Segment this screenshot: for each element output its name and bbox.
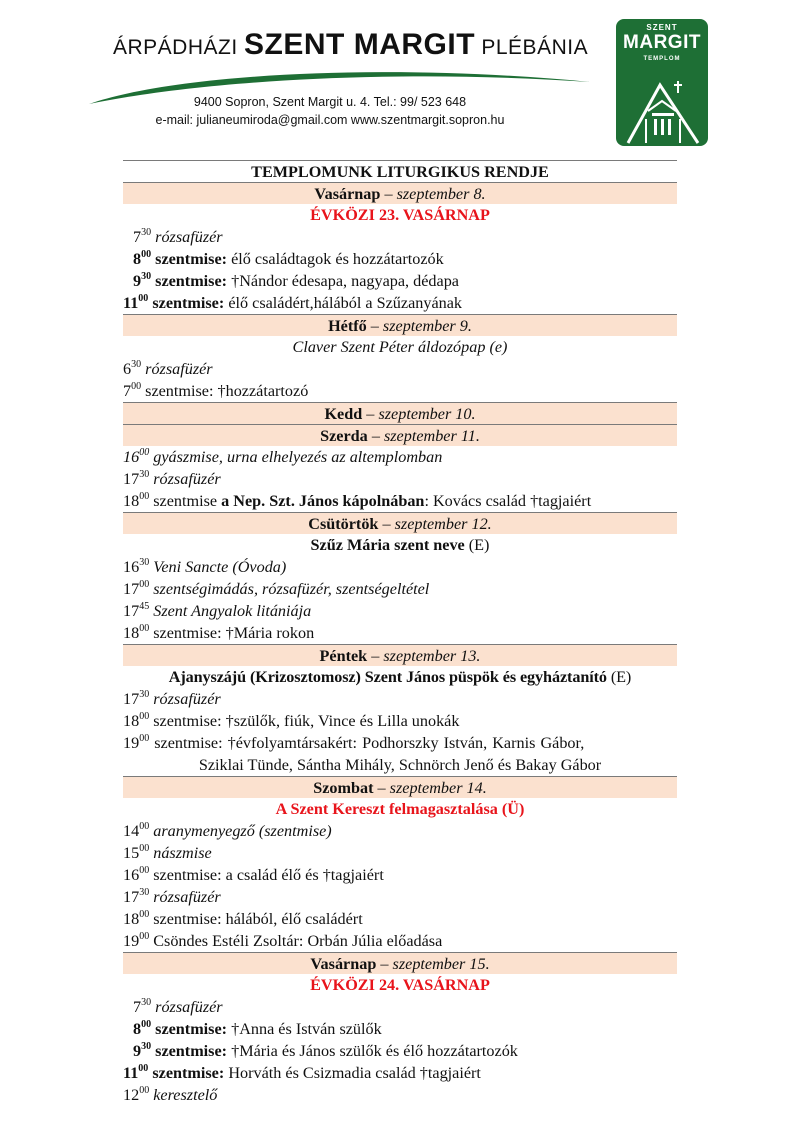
schedule-entry: $18^{00}$ szentmise: hálából, élő családért [123, 908, 363, 928]
schedule-entry: $16^{00}$ szentmise: a család élő és †tagjaiért [123, 864, 384, 884]
letterhead [0, 0, 800, 150]
schedule-entry: $17^{30}$ rózsafüzér [123, 468, 221, 488]
address-line: 9400 Sopron, Szent Margit u. 4. Tel.: 99/ 523 648 [193, 95, 467, 109]
day-header: Szerda – szeptember 11. [123, 424, 677, 446]
schedule-entry: $12^{00}$ keresztelő [123, 1084, 218, 1104]
feast-title: Ajanyszájú (Krizosztomosz) Szent János püspök és egyháztanító (E) [168, 668, 632, 686]
church-icon [616, 63, 708, 146]
day-header: Csütörtök – szeptember 12. [123, 512, 677, 534]
day-header: Szombat – szeptember 14. [123, 776, 677, 798]
feast-title: ÉVKÖZI 23. VASÁRNAP [310, 206, 490, 224]
schedule-entry: $17^{45}$ Szent Angyalok litániája [123, 600, 312, 620]
day-header: Vasárnap – szeptember 8. [123, 182, 677, 204]
day-header: Hétfő – szeptember 9. [123, 314, 677, 336]
feast-title: Szűz Mária szent neve (E) [310, 536, 490, 554]
liturgical-schedule [123, 160, 677, 1106]
schedule-entry: $7^{30}$ rózsafüzér [133, 996, 223, 1016]
contact-line: e-mail: julianeumiroda@gmail.com www.szentmargit.sopron.hu [155, 113, 505, 127]
feast-title: A Szent Kereszt felmagasztalása (Ü) [275, 800, 525, 818]
feast-title: ÉVKÖZI 24. VASÁRNAP [310, 976, 490, 994]
schedule-entry: $15^{00}$ nászmise [123, 842, 212, 862]
schedule-entry: $11^{00}$ szentmise: Horváth és Csizmadia család †tagjaiért [123, 1062, 481, 1082]
schedule-entry: $19^{00}$ Csöndes Estéli Zsoltár: Orbán Júlia előadása [123, 930, 443, 950]
schedule-entry: $8^{00}$ szentmise: †Anna és István szülők [133, 1018, 382, 1038]
schedule-entry: $7^{00}$ szentmise: †hozzátartozó [123, 380, 309, 400]
schedule-entry: $17^{30}$ rózsafüzér [123, 886, 221, 906]
schedule-entry: $9^{30}$ szentmise: †Mária és János szülők és élő hozzátartozók [133, 1040, 518, 1060]
schedule-entry: $8^{00}$ szentmise: élő családtagok és hozzátartozók [133, 248, 444, 268]
schedule-entry: $18^{00}$ szentmise a Nep. Szt. János kápolnában: Kovács család †tagjaiért [123, 490, 592, 510]
schedule-entry: $19^{00}$ szentmise: †évfolyamtársakért: Podhorszky István, Karnis Gábor, [123, 732, 585, 752]
schedule-entry: $16^{00}$ gyászmise, urna elhelyezés az altemplomban [123, 446, 443, 466]
schedule-entry: $16^{30}$ Veni Sancte (Óvoda) [123, 556, 287, 576]
day-header: Kedd – szeptember 10. [123, 402, 677, 424]
schedule-entry: $7^{30}$ rózsafüzér [133, 226, 223, 246]
schedule-entry: $14^{00}$ aranymenyegző (szentmise) [123, 820, 332, 840]
day-header: Vasárnap – szeptember 15. [123, 952, 677, 974]
schedule-entry: $17^{00}$ szentségimádás, rózsafüzér, szentségeltétel [123, 578, 430, 598]
feast-title: Claver Szent Péter áldozópap (e) [292, 338, 508, 356]
schedule-entry-continuation: Sziklai Tünde, Sántha Mihály, Schnörch Jenő és Bakay Gábor [198, 756, 602, 774]
schedule-heading: TEMPLOMUNK LITURGIKUS RENDJE [123, 160, 677, 182]
parish-title: ÁRPÁDHÁZI SZENT MARGIT PLÉBÁNIA [113, 28, 589, 61]
schedule-entry: $18^{00}$ szentmise: †Mária rokon [123, 622, 315, 642]
church-logo: SZENT MARGIT TEMPLOM [616, 19, 708, 146]
schedule-entry: $17^{30}$ rózsafüzér [123, 688, 221, 708]
schedule-entry: $9^{30}$ szentmise: †Nándor édesapa, nagyapa, dédapa [133, 270, 459, 290]
schedule-entry: $11^{00}$ szentmise: élő családért,hálából a Szűzanyának [123, 292, 463, 312]
schedule-entry: $18^{00}$ szentmise: †szülők, fiúk, Vince és Lilla unokák [123, 710, 460, 730]
day-header: Péntek – szeptember 13. [123, 644, 677, 666]
schedule-entry: $6^{30}$ rózsafüzér [123, 358, 213, 378]
